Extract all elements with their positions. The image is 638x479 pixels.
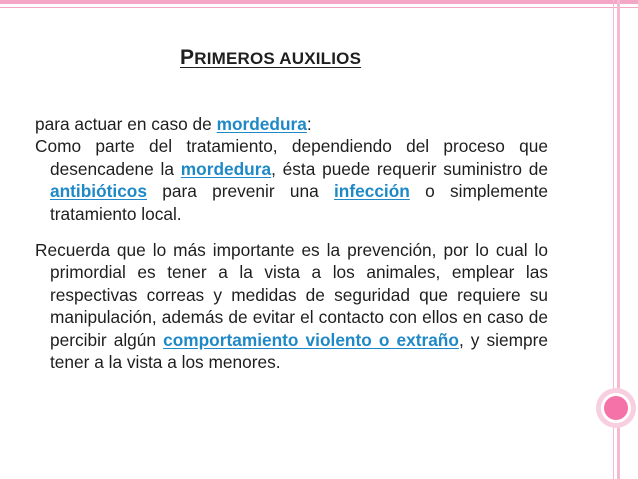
prevention-text-2: , y siempre tener a la vista a los menores. [50,329,548,373]
intro-paragraph [35,113,548,135]
treatment-paragraph [35,135,548,225]
title-first-letter: P [180,46,195,69]
title-rest: RIMEROS AUXILIOS [194,49,362,68]
paragraph-spacer [35,225,548,239]
top-border-decoration [0,0,638,4]
treatment-text-2: , ésta puede requerir suministro de [271,158,548,179]
treatment-text-1: Como parte del tratamiento, dependiendo del proceso que desencadene la [35,136,548,179]
treatment-text-4: o simplemente tratamiento local. [50,181,548,224]
intro-colon: : [306,114,312,134]
slide-title [180,46,361,70]
circle-ornament-dot [604,396,628,420]
prevention-paragraph [35,239,548,373]
keyword-infeccion-link[interactable]: infección [333,181,410,202]
intro-text: para actuar en caso de [35,114,217,134]
treatment-text-3: para prevenir una [146,181,334,202]
keyword-mordedura-link[interactable]: mordedura [216,114,307,134]
keyword-antibioticos-link[interactable]: antibióticos [50,181,147,202]
keyword-mordedura-link-2[interactable]: mordedura [180,158,272,179]
prevention-text-1: Recuerda que lo más importante es la prevención, por lo cual lo primordial es tener a la vista a los animales, emplear las respectivas correas y medidas de seguridad que requiere su manipulación, además de evitar el contacto con ellos en caso de percibir algún [35,240,548,350]
top-border-thin-line [0,7,638,8]
keyword-comportamiento-link[interactable]: comportamiento violento o extraño [163,329,459,350]
slide-body [35,113,548,373]
